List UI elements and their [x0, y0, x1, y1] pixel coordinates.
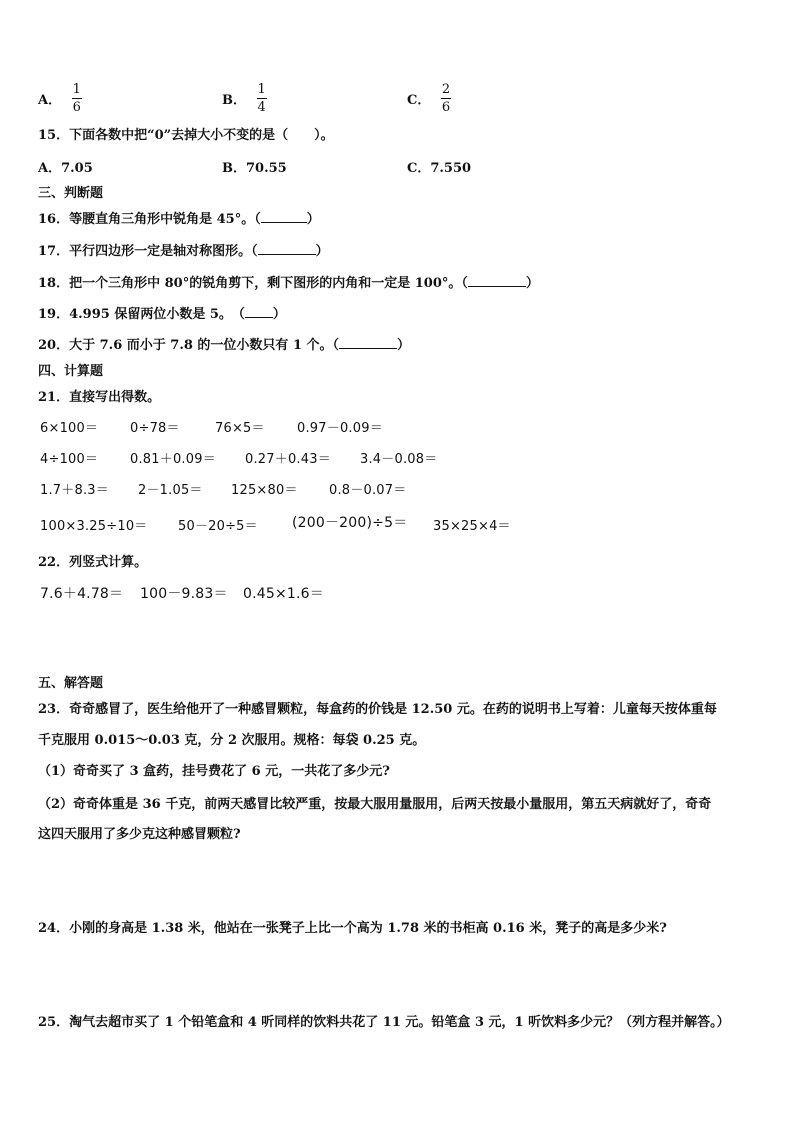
- q23-subquestion: 这四天服用了多少克这种感冒颗粒?: [38, 827, 241, 842]
- judge-item: 16．等腰直角三角形中锐角是 45°。（ ）: [38, 212, 320, 227]
- q23-subquestion: （2）奇奇体重是 36 千克，前两天感冒比较严重，按最大服用量服用，后两天按最小量服用，第五天病就好了，奇奇: [38, 797, 712, 812]
- q22-title: 22．列竖式计算。: [38, 555, 148, 570]
- answer-blank[interactable]: [339, 336, 397, 349]
- calc-item: 0.8－0.07＝: [329, 483, 407, 498]
- calc-item: 3.4－0.08＝: [360, 452, 438, 467]
- answer-blank[interactable]: [261, 210, 307, 223]
- fraction: $\frac{1}{6}$: [72, 82, 81, 115]
- calc-item: 7.6＋4.78＝: [40, 586, 124, 602]
- q14-option-b: B． $\frac{1}{4}$: [222, 82, 266, 115]
- answer-blank[interactable]: [258, 242, 316, 255]
- fraction: $\frac{2}{6}$: [441, 82, 451, 115]
- calc-item: 76×5＝: [215, 421, 265, 436]
- calc-item: 4÷100＝: [40, 452, 99, 467]
- calc-item: 100－9.83＝: [140, 586, 228, 602]
- calc-item: 125×80＝: [231, 483, 298, 498]
- judge-item: 19．4.995 保留两位小数是 5。 （ ）: [38, 307, 286, 322]
- q15-text: 15．下面各数中把“0”去掉大小不变的是（ ）。: [38, 128, 334, 143]
- calc-item: 0.97－0.09＝: [297, 421, 383, 436]
- q14-option-c: C． $\frac{2}{6}$: [407, 82, 451, 115]
- q23-line: 千克服用 0.015～0.03 克，分 2 次服用。规格：每袋 0.25 克。: [38, 733, 426, 748]
- q25-text: 25．淘气去超市买了 1 个铅笔盒和 4 听同样的饮料共花了 11 元。铅笔盒 3 元，1 听饮料多少元？（列方程并解答。）: [38, 1015, 730, 1030]
- section-heading: 三、判断题: [38, 186, 104, 201]
- calc-item: (200－200)÷5＝: [292, 515, 408, 531]
- q23-line: 23．奇奇感冒了，医生给他开了一种感冒颗粒，每盒药的价钱是 12.50 元。在药的说明书上写着：儿童每天按体重每: [38, 702, 717, 717]
- answer-blank[interactable]: [245, 305, 273, 318]
- calc-item: 0÷78＝: [130, 421, 180, 436]
- q21-title: 21．直接写出得数。: [38, 390, 161, 405]
- calc-item: 2－1.05＝: [138, 483, 203, 498]
- q15-option-b: B．70.55: [222, 161, 287, 176]
- calc-item: 35×25×4＝: [433, 519, 511, 534]
- judge-item: 17．平行四边形一定是轴对称图形。（ ）: [38, 244, 329, 259]
- q14-option-a: A． $\frac{1}{6}$: [38, 82, 81, 115]
- q15-option-a: A．7.05: [38, 161, 93, 176]
- section-heading: 五、解答题: [38, 676, 104, 691]
- calc-item: 0.27＋0.43＝: [245, 452, 331, 467]
- q15-option-c: C．7.550: [407, 161, 472, 176]
- q24-text: 24．小刚的身高是 1.38 米，他站在一张凳子上比一个高为 1.78 米的书柜高 0.16 米，凳子的高是多少米?: [38, 921, 667, 936]
- q23-subquestion: （1）奇奇买了 3 盒药，挂号费花了 6 元，一共花了多少元?: [38, 764, 390, 779]
- calc-item: 0.81＋0.09＝: [130, 452, 216, 467]
- calc-item: 50－20÷5＝: [178, 519, 258, 534]
- section-heading: 四、计算题: [38, 364, 104, 379]
- judge-item: 18．把一个三角形中 80°的锐角剪下，剩下图形的内角和一定是 100°。（ ）: [38, 276, 539, 291]
- calc-item: 100×3.25÷10＝: [40, 519, 148, 534]
- fraction: $\frac{1}{4}$: [257, 82, 266, 115]
- calc-item: 0.45×1.6＝: [243, 586, 324, 602]
- judge-item: 20．大于 7.6 而小于 7.8 的一位小数只有 1 个。（ ）: [38, 338, 411, 353]
- calc-item: 1.7＋8.3＝: [40, 483, 109, 498]
- answer-blank[interactable]: [468, 274, 526, 287]
- calc-item: 6×100＝: [40, 421, 99, 436]
